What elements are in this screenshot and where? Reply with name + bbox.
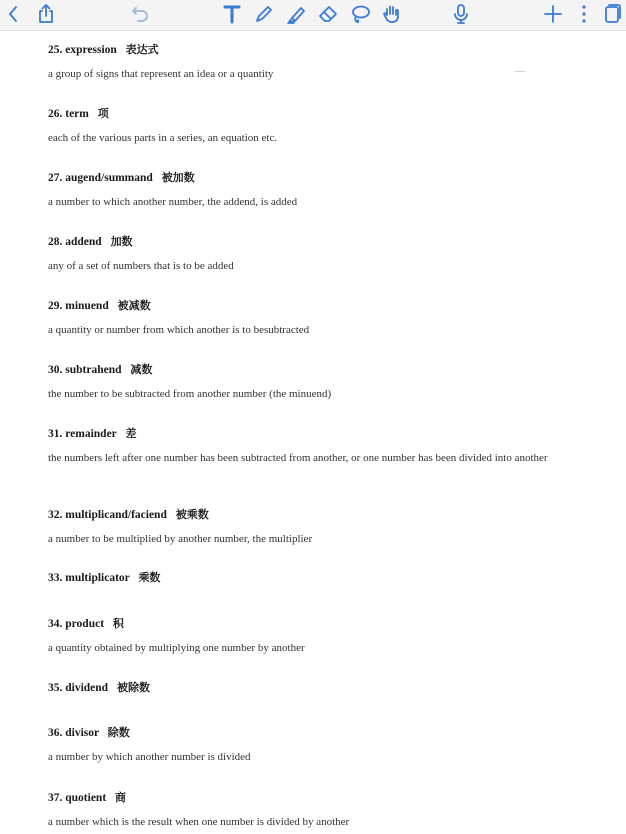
glossary-entry [48, 171, 608, 211]
glossary-entry [48, 791, 608, 831]
glossary-entry [48, 571, 608, 585]
term-word: dividend [65, 682, 109, 694]
term-word: multiplicator [65, 572, 130, 584]
term-number: 35. [48, 682, 63, 694]
glossary-entry [48, 617, 608, 657]
term-definition: a group of signs that represent an idea or a quantity [48, 68, 274, 80]
term-number: 29. [48, 300, 63, 312]
lasso-tool-icon[interactable] [348, 2, 372, 26]
term-heading [48, 43, 608, 57]
microphone-icon[interactable] [449, 2, 473, 26]
term-heading [48, 508, 608, 522]
term-heading [48, 363, 608, 377]
term-chinese: 被减数 [117, 299, 151, 312]
term-heading [48, 617, 608, 631]
share-icon[interactable] [34, 2, 58, 26]
term-word: subtrahend [65, 364, 122, 376]
term-number: 36. [48, 727, 63, 739]
chevron-left-icon[interactable] [2, 2, 26, 26]
term-number: 32. [48, 509, 63, 521]
glossary-entry [48, 43, 608, 83]
highlighter-tool-icon[interactable] [284, 2, 308, 26]
toolbar [0, 0, 626, 31]
term-number: 37. [48, 792, 63, 804]
eraser-tool-icon[interactable] [316, 2, 340, 26]
term-heading [48, 171, 608, 185]
term-heading [48, 726, 608, 740]
term-chinese: 积 [112, 617, 124, 630]
term-definition: a quantity or number from which another is to besubtracted [48, 324, 310, 336]
term-chinese: 除数 [107, 726, 130, 739]
term-chinese: 加数 [110, 235, 133, 248]
term-chinese: 商 [115, 791, 127, 804]
term-definition: the number to be subtracted from another number (the minuend) [48, 388, 332, 400]
term-heading [48, 427, 608, 441]
term-word: expression [65, 44, 117, 56]
term-chinese: 减数 [130, 363, 153, 376]
term-heading [48, 107, 608, 121]
term-chinese: 被乘数 [175, 508, 209, 521]
document-page [0, 31, 626, 834]
term-chinese: 被加数 [161, 171, 195, 184]
term-word: augend/summand [65, 172, 153, 184]
term-number: 28. [48, 236, 63, 248]
term-word: multiplicand/faciend [65, 509, 167, 521]
term-definition: each of the various parts in a series, an equation etc. [48, 132, 278, 144]
term-word: remainder [65, 428, 117, 440]
term-word: addend [65, 236, 102, 248]
term-number: 26. [48, 108, 63, 120]
term-definition: a number to which another number, the addend, is added [48, 196, 298, 208]
term-word: product [65, 618, 105, 630]
term-chinese: 表达式 [125, 43, 159, 56]
glossary-entry [48, 508, 608, 548]
glossary-entry [48, 427, 608, 467]
term-heading [48, 681, 608, 695]
glossary-entry [48, 363, 608, 403]
glossary-entry [48, 299, 608, 339]
text-tool-icon[interactable] [220, 2, 244, 26]
term-word: quotient [65, 792, 107, 804]
term-definition: a number which is the result when one number is divided by another [48, 816, 350, 828]
undo-icon[interactable] [128, 2, 152, 26]
term-chinese: 被除数 [116, 681, 150, 694]
term-chinese: 差 [125, 427, 137, 440]
term-chinese: 乘数 [138, 571, 161, 584]
term-word: divisor [65, 727, 99, 739]
pen-tool-icon[interactable] [252, 2, 276, 26]
term-definition: a number to be multiplied by another number, the multiplier [48, 533, 313, 545]
more-icon[interactable] [572, 2, 596, 26]
term-number: 33. [48, 572, 63, 584]
term-definition: a number by which another number is divided [48, 751, 251, 763]
term-number: 25. [48, 44, 63, 56]
term-definition: the numbers left after one number has been subtracted from another, or one number has been divided into another [48, 452, 548, 464]
term-definition: a quantity obtained by multiplying one number by another [48, 642, 305, 654]
term-heading [48, 791, 608, 805]
term-number: 31. [48, 428, 63, 440]
glossary-entry [48, 726, 608, 766]
term-chinese: 项 [97, 107, 109, 120]
term-heading [48, 235, 608, 249]
glossary-entry [48, 107, 608, 147]
glossary-entry [48, 681, 608, 695]
term-number: 30. [48, 364, 63, 376]
term-heading [48, 299, 608, 313]
hand-tool-icon[interactable] [380, 2, 404, 26]
term-definition: any of a set of numbers that is to be added [48, 260, 234, 272]
term-number: 27. [48, 172, 63, 184]
term-word: term [65, 108, 89, 120]
pages-icon[interactable] [600, 2, 624, 26]
term-number: 34. [48, 618, 63, 630]
add-icon[interactable] [541, 2, 565, 26]
term-word: minuend [65, 300, 109, 312]
term-heading [48, 571, 608, 585]
glossary-entry [48, 235, 608, 275]
